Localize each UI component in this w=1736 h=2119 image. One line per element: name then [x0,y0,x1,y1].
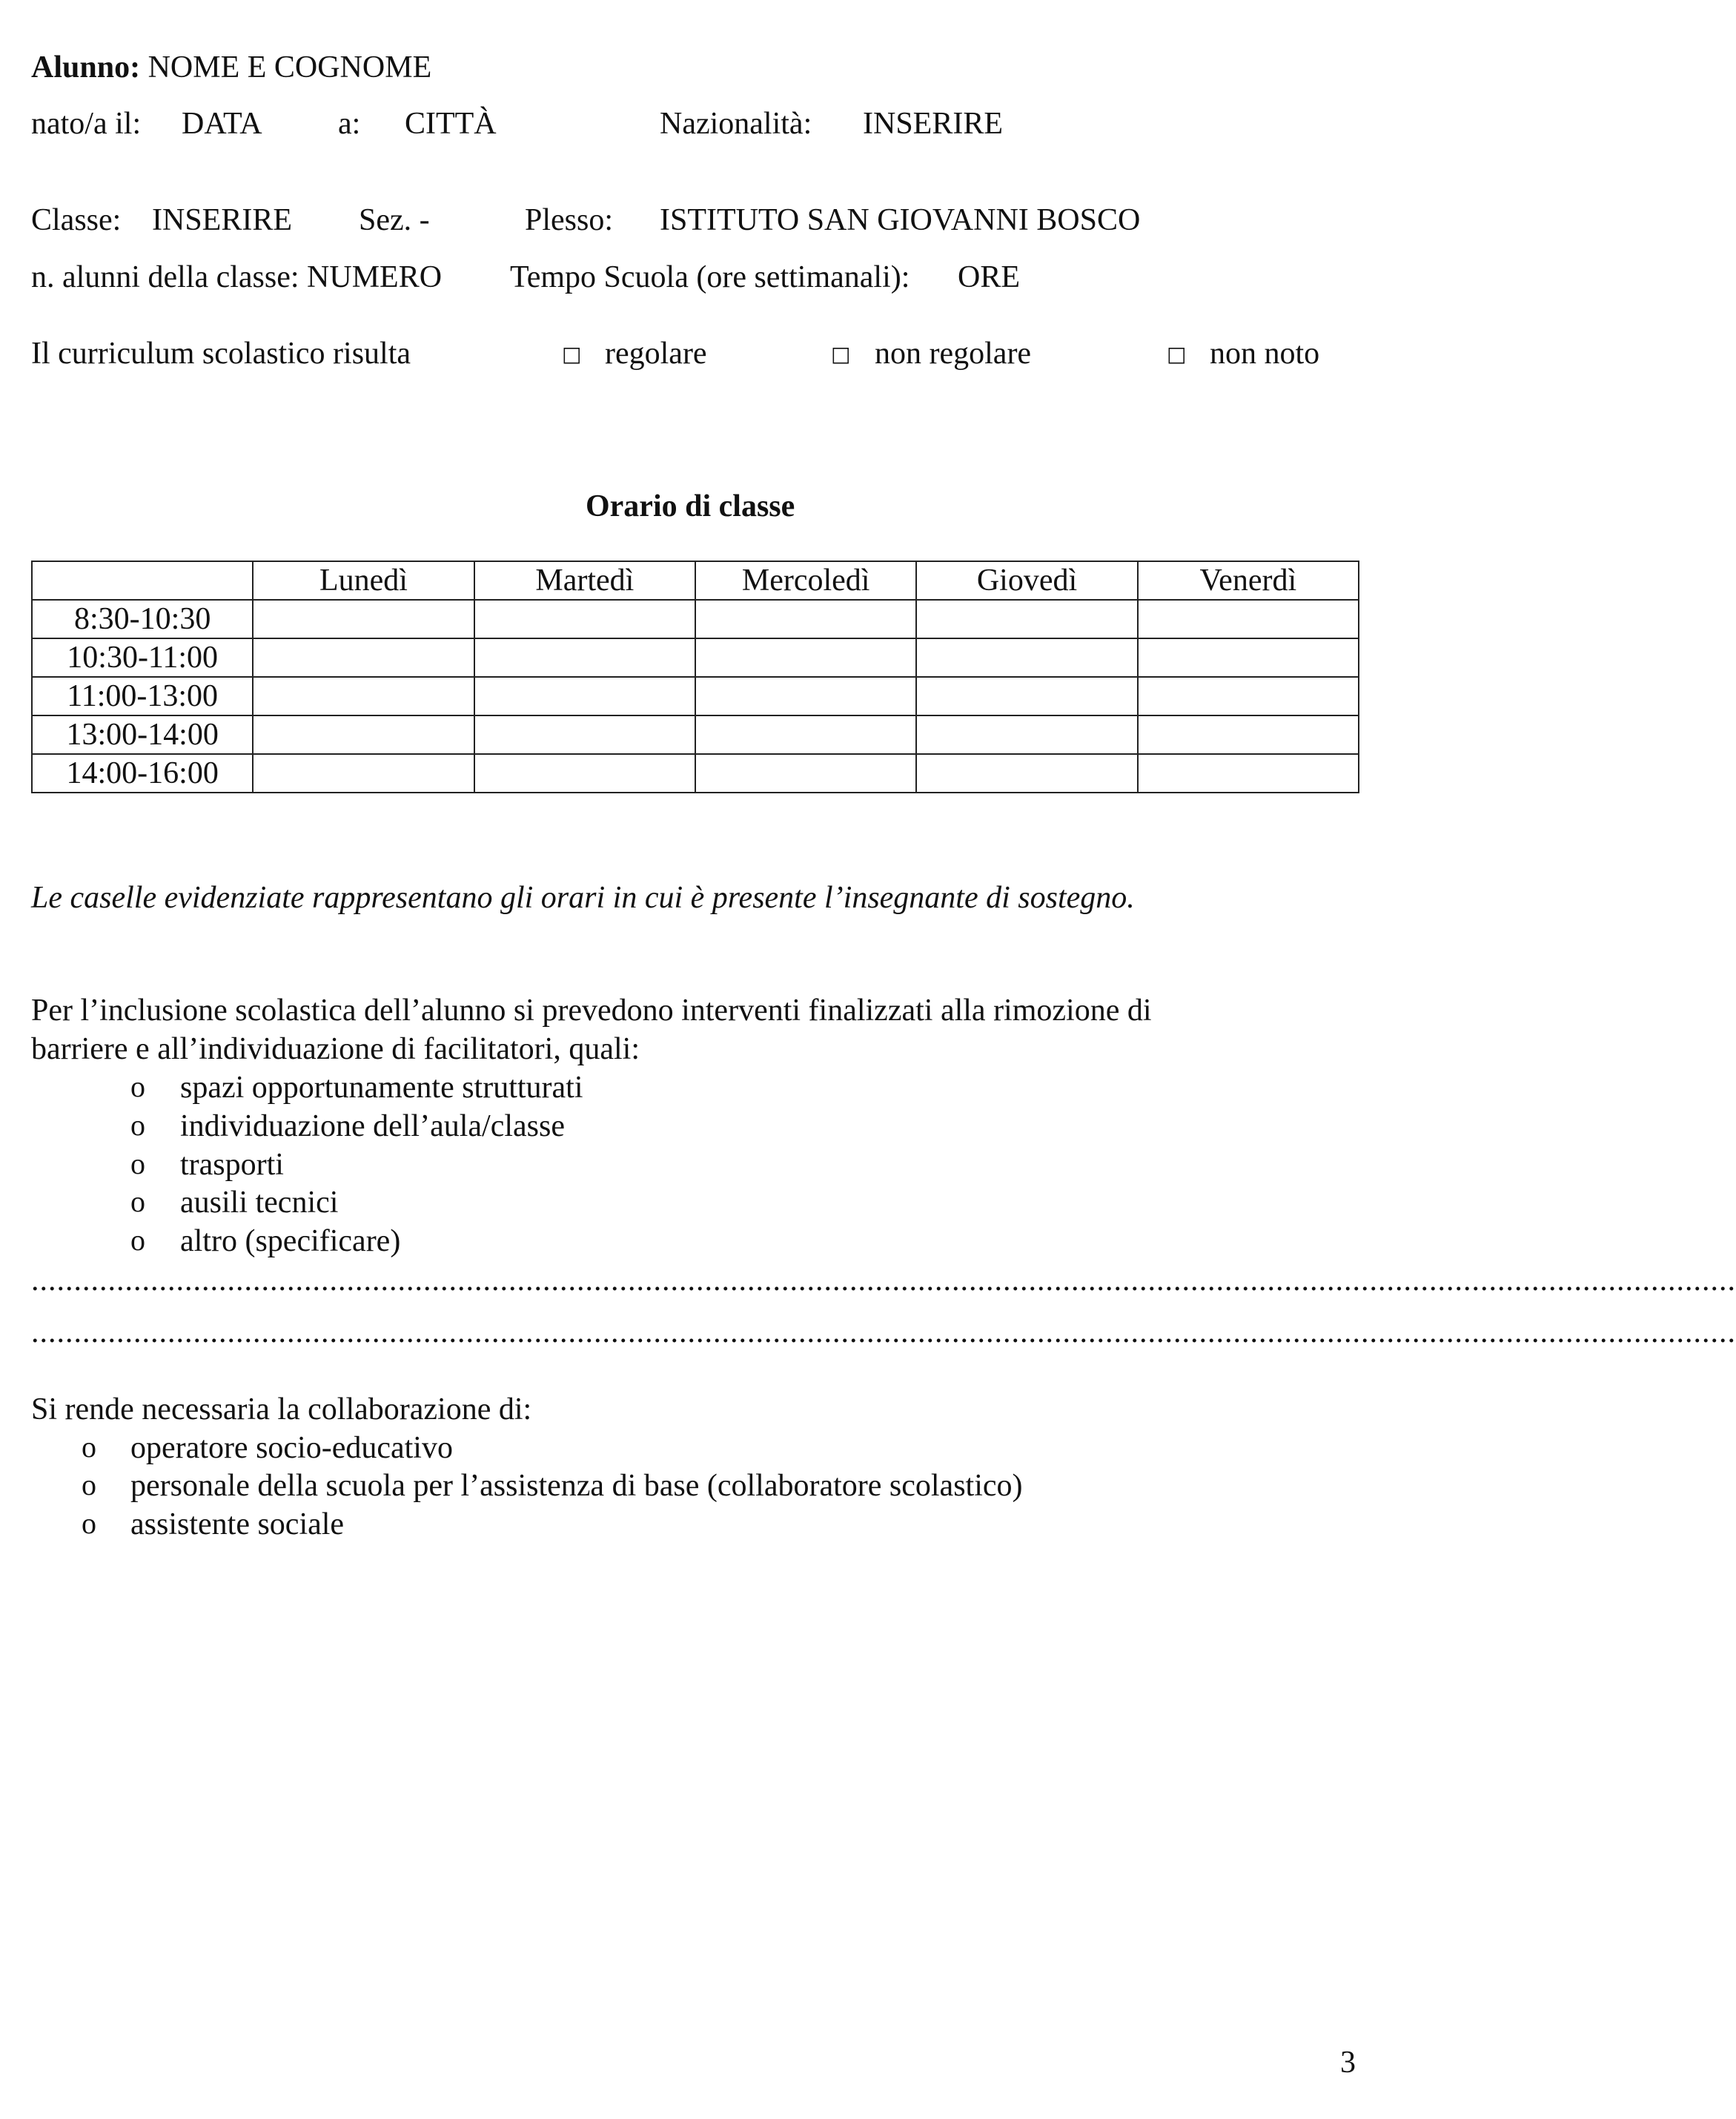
schedule-cell[interactable] [695,715,916,754]
birthplace-label: a: [338,107,361,141]
facilitator-item: spazi opportunamente strutturati [180,1071,583,1105]
checkbox-non-regolare[interactable]: □ [831,342,851,366]
schedule-cell[interactable] [1138,715,1359,754]
option-non-regolare: non regolare [875,337,1032,371]
schedule-cell[interactable] [474,715,695,754]
schedule-cell[interactable] [253,715,474,754]
day-header: Giovedì [916,561,1137,600]
facilitator-item: individuazione dell’aula/classe [180,1109,565,1143]
schedule-cell[interactable] [253,677,474,715]
schedule-cell[interactable] [916,754,1137,793]
birthplace-value: CITTÀ [405,107,497,141]
schedule-cell[interactable] [1138,754,1359,793]
plesso-label: Plesso: [525,203,614,237]
schedule-cell[interactable] [1138,600,1359,638]
schedule-cell[interactable] [1138,677,1359,715]
inclusion-paragraph-line-1: Per l’inclusione scolastica dell’alunno si prevedono interventi finalizzati alla rimozione di [31,994,1152,1028]
schedule-cell[interactable] [253,754,474,793]
collaborator-item: personale della scuola per l’assistenza di base (collaboratore scolastico) [130,1469,1023,1503]
facilitator-item: ausili tecnici [180,1186,339,1220]
student-name: NOME E COGNOME [148,50,432,85]
day-header: Venerdì [1138,561,1359,600]
schedule-cell[interactable] [474,600,695,638]
inclusion-paragraph-line-2: barriere e all’individuazione di facilitatori, quali: [31,1032,640,1066]
collaborator-item: operatore socio-educativo [130,1431,453,1465]
student-line [31,52,431,83]
day-header: Mercoledì [695,561,916,600]
school-time-label: Tempo Scuola (ore settimanali): [510,260,910,294]
schedule-cell[interactable] [474,638,695,677]
time-slot: 8:30-10:30 [32,600,253,638]
schedule-row [32,754,1359,793]
schedule-row [32,600,1359,638]
plesso-value: ISTITUTO SAN GIOVANNI BOSCO [660,203,1141,237]
support-teacher-note: Le caselle evidenziate rappresentano gli orari in cui è presente l’insegnante di sostegno. [31,881,1135,915]
bullet-icon: o [82,1507,96,1540]
class-label: Classe: [31,203,122,237]
schedule-corner-cell [32,561,253,600]
schedule-cell[interactable] [916,638,1137,677]
facilitator-item: altro (specificare) [180,1224,401,1258]
dotted-fill-line[interactable]: ........................................................................................................................................................................................................ [31,1263,1736,1297]
class-size: n. alunni della classe: NUMERO [31,260,443,294]
schedule-cell[interactable] [474,754,695,793]
option-non-noto: non noto [1210,337,1320,371]
bullet-icon: o [82,1430,96,1464]
time-slot: 14:00-16:00 [32,754,253,793]
option-regolare: regolare [605,337,707,371]
schedule-cell[interactable] [695,754,916,793]
checkbox-non-noto[interactable]: □ [1167,342,1187,366]
schedule-cell[interactable] [695,600,916,638]
schedule-cell[interactable] [916,677,1137,715]
school-time-value: ORE [958,260,1020,294]
schedule-row [32,638,1359,677]
schedule-cell[interactable] [1138,638,1359,677]
schedule-cell[interactable] [695,638,916,677]
bullet-icon: o [82,1468,96,1501]
bullet-icon: o [130,1147,145,1180]
class-value: INSERIRE [152,203,292,237]
bullet-icon: o [130,1108,145,1142]
collaboration-intro: Si rende necessaria la collaborazione di: [31,1392,532,1427]
nationality-value: INSERIRE [863,107,1003,141]
collaborator-item: assistente sociale [130,1507,345,1541]
time-slot: 11:00-13:00 [32,677,253,715]
schedule-header-row [32,561,1359,600]
student-label: Alunno: [31,50,141,85]
born-value: DATA [182,107,262,141]
bullet-icon: o [130,1185,145,1218]
bullet-icon: o [130,1070,145,1103]
schedule-title: Orario di classe [586,489,795,523]
bullet-icon: o [130,1223,145,1257]
curriculum-label: Il curriculum scolastico risulta [31,337,411,371]
day-header: Martedì [474,561,695,600]
page-number: 3 [1340,2046,1356,2080]
schedule-cell[interactable] [695,677,916,715]
schedule-cell[interactable] [474,677,695,715]
schedule-row [32,677,1359,715]
schedule-table [31,561,1359,793]
facilitator-item: trasporti [180,1148,284,1182]
day-header: Lunedì [253,561,474,600]
time-slot: 10:30-11:00 [32,638,253,677]
schedule-cell[interactable] [253,638,474,677]
schedule-cell[interactable] [253,600,474,638]
schedule-cell[interactable] [916,600,1137,638]
born-label: nato/a il: [31,107,142,141]
schedule-row [32,715,1359,754]
time-slot: 13:00-14:00 [32,715,253,754]
schedule-cell[interactable] [916,715,1137,754]
nationality-label: Nazionalità: [660,107,812,141]
checkbox-regolare[interactable]: □ [562,342,582,366]
dotted-fill-line[interactable]: ........................................................................................................................................................................................................ [31,1315,1736,1349]
section-label: Sez. - [359,203,430,237]
